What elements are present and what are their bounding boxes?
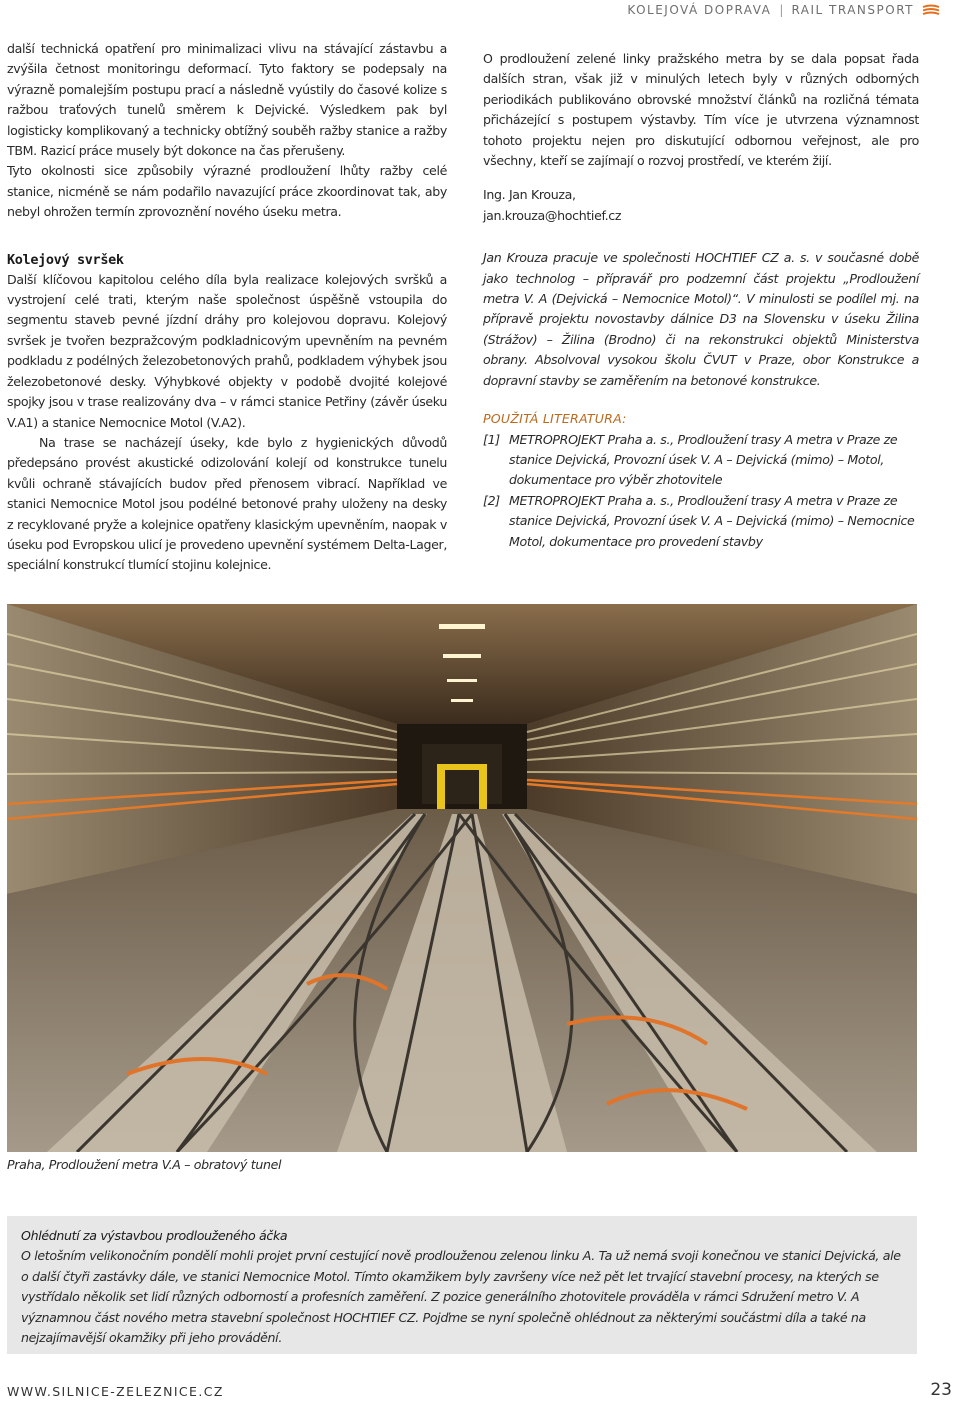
footer-url[interactable]: WWW.SILNICE-ZELEZNICE.CZ [7,1384,224,1399]
author-email: jan.krouza@hochtief.cz [483,207,622,223]
section-title: KOLEJOVÁ DOPRAVA [627,3,772,17]
literature-number: [1] [483,431,500,447]
paragraph: Tyto okolnosti sice způsobily výrazné prodloužení lhůty ražby celé stanice, nicméně se nám podařilo navazující práce zkoordinovat tak, aby nebyl ohrožen termín zprovoznění nového úseku metra. [7,163,447,220]
author-bio: Jan Krouza pracuje ve společnosti HOCHTIEF CZ a. s. v současné době jako technolog – přípravář pro podzemní část projektu „Prodloužení metra V. A (Dejvická – Nemocnice Motol)“. V minulosti se podílel mj. na přípravě projektu novostavby dálnice D3 na Slovensku v úseku Žilina (Strážov) – Žilina (Brodno) či na rekonstrukci objektů Ministerstva obrany. Absolvoval vysokou školu ČVUT v Praze, obor Konstrukce a dopravní stavby se zaměřením na betonové konstrukce. [483,250,919,388]
literature-text: METROPROJEKT Praha a. s., Prodloužení trasy A metra v Praze ze stanice Dejvická, Provozní úsek V. A – Dejvická (mimo) – Motol, dokumentace pro výběr zhotovitele [509,431,898,488]
info-box-text: O letošním velikonočním pondělí mohli projet první cestující nově prodlouženou zelenou linku A. Ta už nemá svoji konečnou ve stanici Dejvická, ale o další čtyři zastávky dále, ve stanici Nemocnice Motol. Tímto okamžikem byly završeny více než pět let trvající stavební procesy, na kterých se vystřídalo několik set lidí různých odborností a profesních zaměření. Z pozice generálního zhotovitele prováděla v rámci Sdružení metro V. A významnou část nového metra stavební společnost HOCHTIEF CZ. Pojďme se nyní společně ohlédnout za některými součástmi díla a také na nejzajímavější okamžiky při jeho provádění. [21,1248,901,1346]
info-box-title: Ohlédnutí za výstavbou prodlouženého áčka [21,1228,288,1243]
left-column [7,39,447,576]
rail-logo-icon [922,4,940,16]
section-heading: Kolejový svršek [7,251,124,268]
paragraph: další technická opatření pro minimalizaci vlivu na stávající zástavbu a zvýšila četnost monitoringu deformací. Tyto faktory se podepsaly na výrazně pomalejším postupu prací a následně vyústily do časové kolize s ražbou traťových tunelů směrem k Dejvické. Výsledkem pak byl logisticky komplikovaný a technicky obtížný souběh ražby stanice a ražby TBM. Razicí práce musely být dokonce na čas přerušeny. [7,41,447,159]
info-box [7,1216,917,1354]
literature-heading: POUŽITÁ LITERATURA: [483,411,627,427]
literature-item [483,491,919,552]
literature-item [483,430,919,491]
page-header [627,0,940,20]
paragraph: Na trase se nacházejí úseky, kde bylo z hygienických důvodů předepsáno provést akustické odizolování kolejí od konstrukce tunelu kvůli ochraně stávajících budov před přenosem vibrací. Například ve stanici Nemocnice Motol jsou podélné betonové prahy uloženy na desky z recyklované pryže a kolejnice opatřeny klasickým upevněním, naopak v úseku pod Evropskou ulicí je provedeno upevnění systémem Delta-Lager, speciální konstrukcí tlumící stojinu kolejnice. [7,434,447,573]
literature-text: METROPROJEKT Praha a. s., Prodloužení trasy A metra v Praze ze stanice Dejvická, Provozní úsek V. A – Dejvická (mimo) – Nemocnice Motol, dokumentace pro provedení stavby [509,492,915,549]
header-separator: | [779,3,784,17]
right-column [483,49,919,552]
literature-number: [2] [483,492,500,508]
section-title-en: RAIL TRANSPORT [791,3,914,17]
paragraph: O prodloužení zelené linky pražského metra by se dala popsat řada dalších stran, však již v minulých letech byly v různých odborných periodikách publikováno obrovské množství článků na rozličná témata přicházející s postupem výstavby. Tím více je utvrzena významnost tohoto projektu nejen pro diskutující odbornou veřejnost, ale pro všechny, kteří se zajímají o rozvoj prostředí, ve kterém žijí. [483,51,919,169]
tunnel-photo [7,604,917,1152]
paragraph: Další klíčovou kapitolou celého díla byla realizace kolejových svršků a vystrojení celé trati, kterým naše společnost úspěšně vstoupila do segmentu staveb pevné jízdní dráhy pro kolejovou dopravu. Kolejový svršek je tvořen bezpražcovým podkladnicovým upevněním na pevném podkladu z podélných železobetonových prahů, podkladem výhybek jsou železobetonové desky. Výhybkové objekty v podobě dvojité kolejové spojky jsou v trase realizovány dva – v rámci stanice Petřiny (závěr úseku V.A1) a stanice Nemocnice Motol (V.A2). [7,271,447,430]
author-name: Ing. Jan Krouza, [483,187,576,203]
page-number: 23 [930,1380,952,1400]
photo-caption: Praha, Prodloužení metra V.A – obratový tunel [7,1157,282,1172]
literature-list [483,430,919,552]
tunnel-illustration [7,604,917,1152]
